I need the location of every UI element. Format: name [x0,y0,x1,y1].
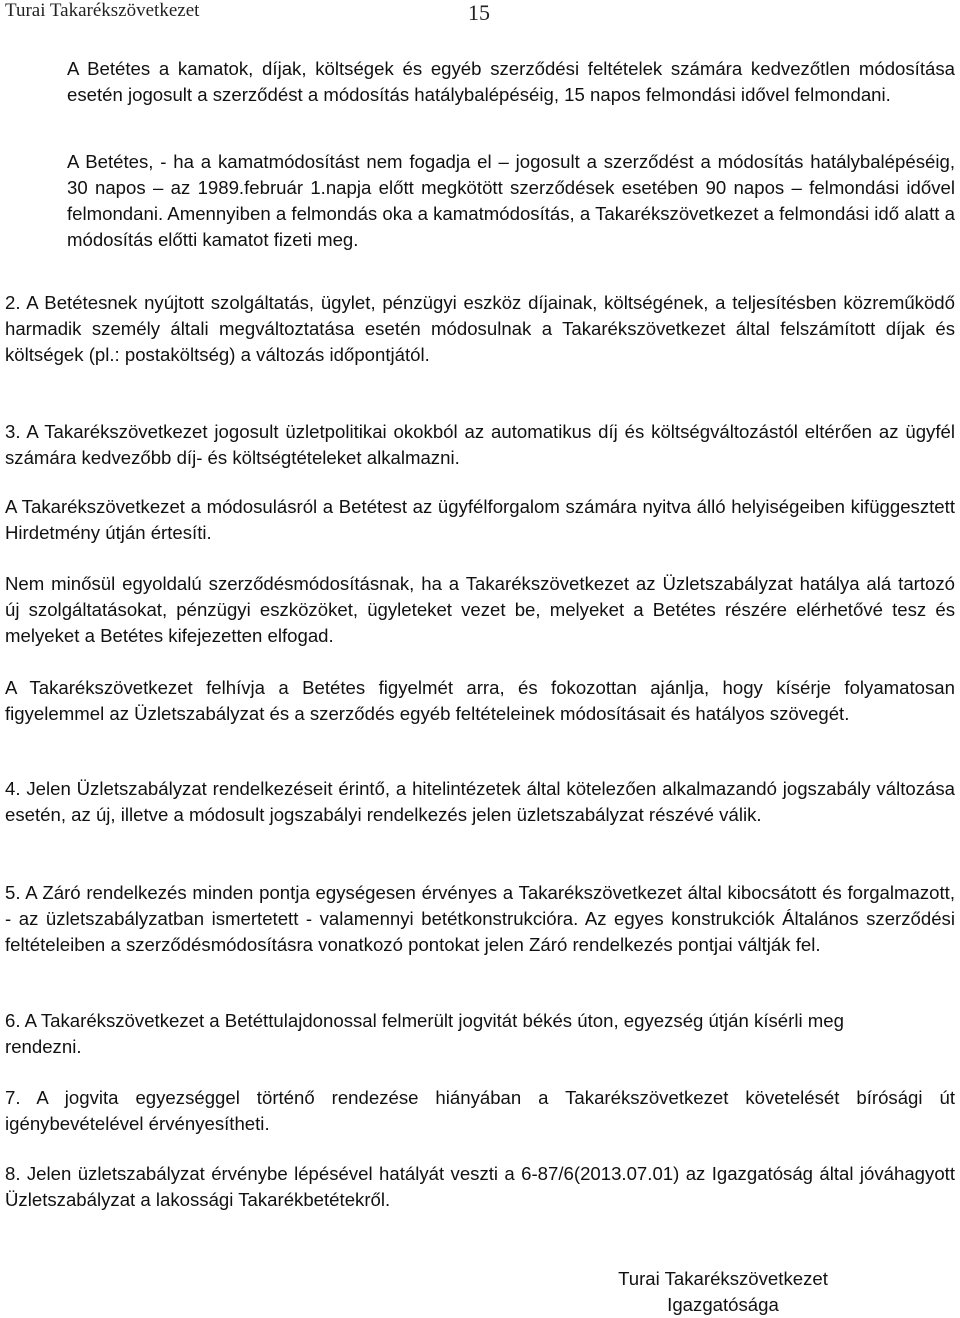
header-organization: Turai Takarékszövetkezet [5,0,200,21]
paragraph-attention: A Takarékszövetkezet felhívja a Betétes figyelmét arra, és fokozottan ajánlja, hogy kísérje folyamatosan figyelemmel az Üzletszabályzat és a szerződés egyéb feltételeinek módosításait és hatályos szövegét. [5,677,955,724]
paragraph-termination-unfavorable: A Betétes a kamatok, díjak, költségek és egyéb szerződési feltételek számára kedvezőtlen módosítása esetén jogosult a szerződést a módosítás hatálybalépéséig, 15 napos felmondási idővel felmondani. [67,58,955,105]
paragraph-section-5: 5. A Záró rendelkezés minden pontja egységesen érvényes a Takarékszövetkezet által kibocsátott és forgalmazott, - az üzletszabályzatban ismertetett - valamennyi betétkonstrukcióra. Az egyes konstrukciók Általános szerződési feltételeiben a szerződésmódosításra vonatkozó pontokat jelen Záró rendelkezés pontjai váltják fel. [5,882,955,955]
page-number: 15 [468,0,490,25]
paragraph-section-2: 2. A Betétesnek nyújtott szolgáltatás, ügylet, pénzügyi eszköz díjainak, költségének, a teljesítésben közreműködő harmadik személy általi megváltoztatása esetén módosulnak a Takarékszövetkezet által felszámított díjak és költségek (pl.: postaköltség) a változás időpontjától. [5,292,955,365]
paragraph-notice: A Takarékszövetkezet a módosulásról a Betétest az ügyfélforgalom számára nyitva álló helyiségeiben kifüggesztett Hirdetmény útján értesíti. [5,496,955,543]
paragraph-section-8: 8. Jelen üzletszabályzat érvénybe lépésével hatályát veszti a 6-87/6(2013.07.01) az Igazgatóság által jóváhagyott Üzletszabályzat a lakossági Takarékbetétekről. [5,1163,955,1210]
signature-block [578,1266,868,1318]
signature-organization: Turai Takarékszövetkezet [618,1268,828,1289]
paragraph-section-3: 3. A Takarékszövetkezet jogosult üzletpolitikai okokból az automatikus díj és költségváltozástól eltérően az ügyfél számára kedvezőbb díj- és költségtételeket alkalmazni. [5,421,955,468]
paragraph-interest-change: A Betétes, - ha a kamatmódosítást nem fogadja el – jogosult a szerződést a módosítás hatálybalépéséig, 30 napos – az 1989.február 1.napja előtt megkötött szerződések esetében 90 napos – felmondási idővel felmondani. Amennyiben a felmondás oka a kamatmódosítás, a Takarékszövetkezet a felmondási idő alatt a módosítás előtti kamatot fizeti meg. [67,151,955,250]
paragraph-section-7: 7. A jogvita egyezséggel történő rendezése hiányában a Takarékszövetkezet követelését bírósági út igénybevételével érvényesítheti. [5,1087,955,1134]
signature-body: Igazgatósága [667,1294,779,1315]
paragraph-section-6: 6. A Takarékszövetkezet a Betéttulajdonossal felmerült jogvitát békés úton, egyezség útján kísérli meg rendezni. [5,1010,844,1057]
paragraph-section-4: 4. Jelen Üzletszabályzat rendelkezéseit érintő, a hitelintézetek által kötelezően alkalmazandó jogszabály változása esetén, az új, illetve a módosult jogszabályi rendelkezés jelen üzletszabályzat részévé válik. [5,778,955,825]
paragraph-not-unilateral: Nem minősül egyoldalú szerződésmódosításnak, ha a Takarékszövetkezet az Üzletszabályzat hatálya alá tartozó új szolgáltatásokat, pénzügyi eszközöket, ügyleteket vezet be, melyeket a Betétes részére elérhetővé tesz és melyeket a Betétes kifejezetten elfogad. [5,573,955,646]
